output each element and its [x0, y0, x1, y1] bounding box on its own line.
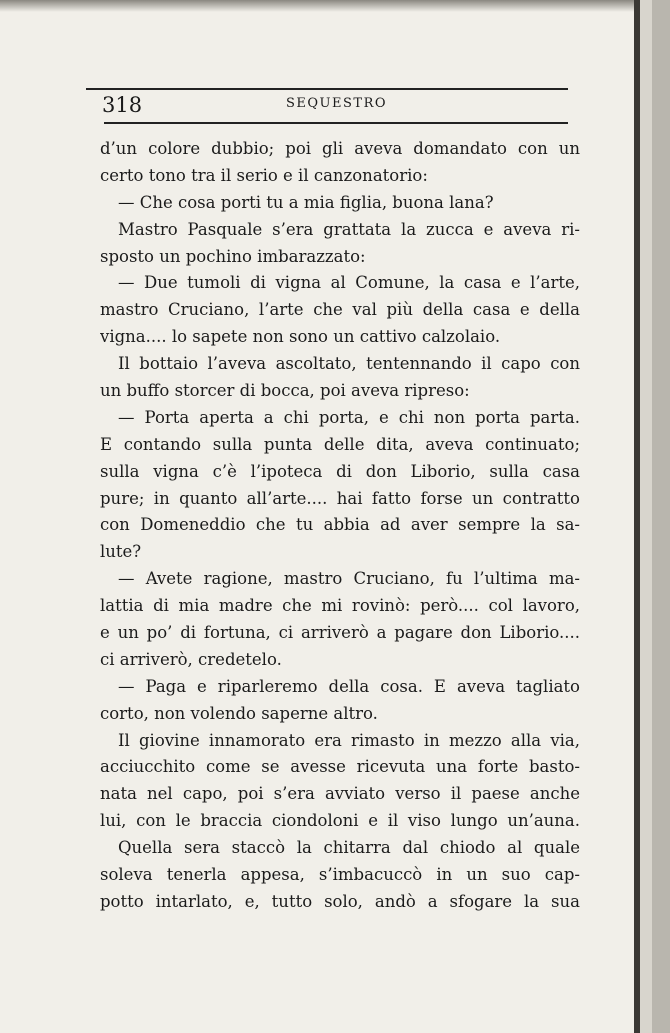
page-header: [86, 80, 568, 126]
text-line: un buffo storcer di bocca, poi aveva ripreso:: [100, 381, 470, 401]
text-line: vigna.... lo sapete non sono un cattivo calzolaio.: [100, 327, 501, 347]
text-line: lui, con le braccia ciondoloni e il viso lungo un’auna.: [100, 811, 580, 831]
text-line: — Che cosa porti tu a mia figlia, buona lana?: [118, 192, 494, 212]
text-line: potto intarlato, e, tutto solo, andò a sfogare la sua: [100, 891, 580, 911]
text-line: ci arriverò, credetelo.: [100, 649, 282, 669]
text-line: lattia di mia madre che mi rovinò: però.... col lavoro,: [100, 596, 580, 616]
text-line: — Due tumoli di vigna al Comune, la casa e l’arte,: [118, 273, 580, 293]
text-line: sulla vigna c’è l’ipoteca di don Liborio, sulla casa: [100, 461, 580, 481]
book-edge: [634, 0, 670, 1033]
text-line: sposto un pochino imbarazzato:: [100, 246, 366, 266]
text-line: — Avete ragione, mastro Cruciano, fu l’ultima ma-: [118, 569, 580, 589]
text-line: pure; in quanto all’arte.... hai fatto forse un contratto: [100, 488, 580, 508]
page-number: 318: [102, 93, 143, 117]
text-line: Quella sera staccò la chitarra dal chiodo al quale: [118, 838, 580, 858]
header-rule-bottom: [104, 122, 568, 124]
text-line: Il bottaio l’aveva ascoltato, tentennando il capo con: [118, 354, 580, 374]
text-line: E contando sulla punta delle dita, aveva continuato;: [100, 434, 580, 454]
body-text: [100, 136, 580, 916]
text-line: certo tono tra il serio e il canzonatorio:: [100, 165, 428, 185]
text-line: — Porta aperta a chi porta, e chi non porta parta.: [118, 407, 580, 427]
text-line: soleva tenerla appesa, s’imbacuccò in un suo cap-: [100, 865, 580, 885]
header-rule-top: [86, 88, 568, 90]
running-title: SEQUESTRO: [286, 96, 388, 111]
text-line: — Paga e riparleremo della cosa. E aveva tagliato: [118, 676, 580, 696]
text-line: lute?: [100, 542, 142, 562]
text-line: e un po’ di fortuna, ci arriverò a pagare don Liborio....: [100, 623, 580, 643]
text-line: corto, non volendo saperne altro.: [100, 703, 378, 723]
text-line: Mastro Pasquale s’era grattata la zucca e aveva ri-: [118, 219, 580, 239]
text-line: con Domeneddio che tu abbia ad aver sempre la sa-: [100, 515, 580, 535]
text-line: acciucchito come se avesse ricevuta una forte basto-: [100, 757, 580, 777]
text-line: d’un colore dubbio; poi gli aveva domandato con un: [100, 139, 580, 158]
text-line: Il giovine innamorato era rimasto in mezzo alla via,: [118, 730, 580, 750]
text-line: nata nel capo, poi s’era avviato verso il paese anche: [100, 784, 580, 804]
text-line: mastro Cruciano, l’arte che val più della casa e della: [100, 300, 580, 320]
page-top-shadow: [0, 0, 634, 12]
